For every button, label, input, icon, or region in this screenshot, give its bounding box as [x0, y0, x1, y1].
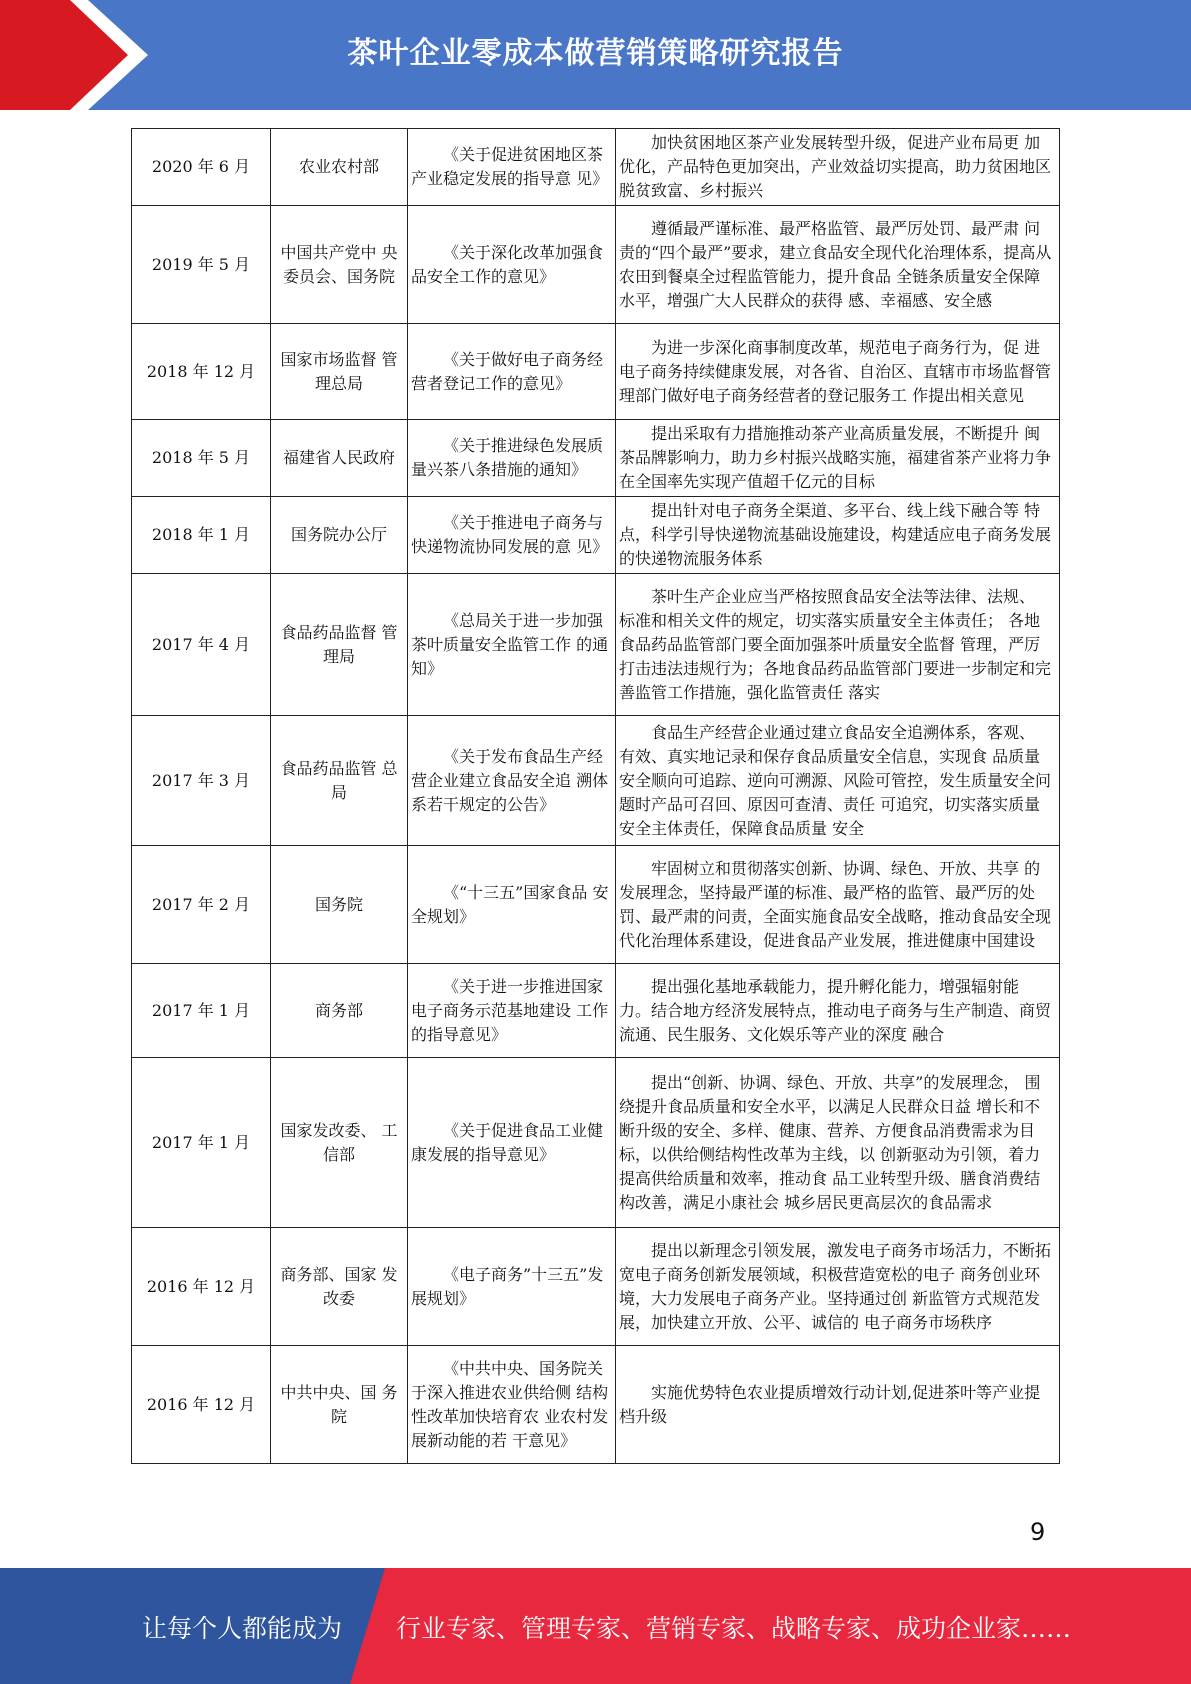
table-row — [132, 206, 1060, 324]
report-title: 茶叶企业零成本做营销策略研究报告 — [347, 36, 844, 71]
row-document: 《电子商务”十三五”发展规划》 — [408, 1228, 616, 1346]
row-content: 实施优势特色农业提质增效行动计划,促进茶叶等产业提档升级 — [616, 1346, 1060, 1464]
row-document: 《关于推进绿色发展质 量兴茶八条措施的通知》 — [408, 420, 616, 497]
row-date: 2019 年 5 月 — [132, 206, 271, 324]
row-document: 《关于做好电子商务经 营者登记工作的意见》 — [408, 324, 616, 420]
table-row — [132, 1228, 1060, 1346]
row-content: 提出采取有力措施推动茶产业高质量发展，不断提升 闽茶品牌影响力，助力乡村振兴战略实施，福建省茶产业将力争在全国率先实现产值超千亿元的目标 — [616, 420, 1060, 497]
page-number: 9 — [1030, 1518, 1046, 1546]
row-issuer: 商务部 — [271, 964, 408, 1058]
row-content: 提出强化基地承载能力，提升孵化能力，增强辐射能 力。结合地方经济发展特点，推动电子商务与生产制造、商贸流通、民生服务、文化娱乐等产业的深度 融合 — [616, 964, 1060, 1058]
row-document: 《关于推进电子商务与 快递物流协同发展的意 见》 — [408, 497, 616, 574]
row-document: 《关于发布食品生产经 营企业建立食品安全追 溯体系若干规定的公告》 — [408, 716, 616, 846]
row-issuer: 中国共产党中 央委员会、国务院 — [271, 206, 408, 324]
row-content: 提出针对电子商务全渠道、多平台、线上线下融合等 特点，科学引导快递物流基础设施建设，构建适应电子商务发展的快递物流服务体系 — [616, 497, 1060, 574]
row-date: 2017 年 4 月 — [132, 574, 271, 716]
table-row — [132, 1346, 1060, 1464]
footer-slogan-left: 让每个人都能成为 — [142, 1614, 343, 1643]
row-issuer: 食品药品监督 管理局 — [271, 574, 408, 716]
table-row — [132, 574, 1060, 716]
row-issuer: 食品药品监管 总局 — [271, 716, 408, 846]
row-issuer: 国家发改委、 工信部 — [271, 1058, 408, 1228]
policy-table-body — [132, 129, 1060, 1464]
row-document: 《关于进一步推进国家 电子商务示范基地建设 工作的指导意见》 — [408, 964, 616, 1058]
row-document: 《总局关于进一步加强 茶叶质量安全监管工作 的通知》 — [408, 574, 616, 716]
row-content: 为进一步深化商事制度改革，规范电子商务行为，促 进电子商务持续健康发展，对各省、自治区、直辖市市场监督管理部门做好电子商务经营者的登记服务工 作提出相关意见 — [616, 324, 1060, 420]
row-content: 食品生产经营企业通过建立食品安全追溯体系，客观、 有效、真实地记录和保存食品质量安全信息，实现食 品质量安全顺向可追踪、逆向可溯源、风险可管控，发生质量安全问题时产品可召回、原因可查清、责任 可追究，切实落实质量安全主体责任，保障食品质量 安全 — [616, 716, 1060, 846]
table-row — [132, 420, 1060, 497]
row-content: 牢固树立和贯彻落实创新、协调、绿色、开放、共享 的发展理念，坚持最严谨的标准、最严格的监管、最严厉的处罚、最严肃的问责，全面实施食品安全战略，推动食品安全现代化治理体系建设，促进食品产业发展，推进健康中国建设 — [616, 846, 1060, 964]
row-document: 《“十三五”国家食品 安全规划》 — [408, 846, 616, 964]
row-date: 2018 年 12 月 — [132, 324, 271, 420]
table-row — [132, 497, 1060, 574]
row-content: 提出以新理念引领发展，激发电子商务市场活力，不断拓宽电子商务创新发展领域，积极营造宽松的电子 商务创业环境，大力发展电子商务产业。坚持通过创 新监管方式规范发展，加快建立开放、公平、诚信的 电子商务市场秩序 — [616, 1228, 1060, 1346]
table-row — [132, 324, 1060, 420]
row-date: 2018 年 5 月 — [132, 420, 271, 497]
row-issuer: 商务部、国家 发改委 — [271, 1228, 408, 1346]
row-document: 《中共中央、国务院关 于深入推进农业供给侧 结构性改革加快培育农 业农村发展新动能的若 干意见》 — [408, 1346, 616, 1464]
page-footer — [0, 1568, 1191, 1684]
row-document: 《关于深化改革加强食 品安全工作的意见》 — [408, 206, 616, 324]
row-issuer: 福建省人民政府 — [271, 420, 408, 497]
table-row — [132, 129, 1060, 206]
row-content: 茶叶生产企业应当严格按照食品安全法等法律、法规、 标准和相关文件的规定，切实落实质量安全主体责任； 各地食品药品监管部门要全面加强茶叶质量安全监督 管理，严厉打击违法违规行为；各地食品药品监管部门要进一步制定和完善监管工作措施，强化监管责任 落实 — [616, 574, 1060, 716]
table-row — [132, 964, 1060, 1058]
table-row — [132, 716, 1060, 846]
row-issuer: 中共中央、国 务院 — [271, 1346, 408, 1464]
row-issuer: 国家市场监督 管理总局 — [271, 324, 408, 420]
row-issuer: 国务院 — [271, 846, 408, 964]
row-date: 2017 年 3 月 — [132, 716, 271, 846]
row-document: 《关于促进贫困地区茶 产业稳定发展的指导意 见》 — [408, 129, 616, 206]
row-date: 2017 年 1 月 — [132, 1058, 271, 1228]
row-content: 遵循最严谨标准、最严格监管、最严厉处罚、最严肃 问责的“四个最严”要求，建立食品安全现代化治理体系，提高从农田到餐桌全过程监管能力，提升食品 全链条质量安全保障水平，增强广大人民群众的获得 感、幸福感、安全感 — [616, 206, 1060, 324]
page-header — [0, 0, 1191, 110]
row-date: 2016 年 12 月 — [132, 1228, 271, 1346]
row-date: 2020 年 6 月 — [132, 129, 271, 206]
table-row — [132, 1058, 1060, 1228]
row-issuer: 农业农村部 — [271, 129, 408, 206]
row-content: 提出“创新、协调、绿色、开放、共享”的发展理念， 围绕提升食品质量和安全水平，以满足人民群众日益 增长和不断升级的安全、多样、健康、营养、方便食品消费需求为目标，以供给侧结构性改革为主线，以 创新驱动为引领，着力提高供给质量和效率，推动食 品工业转型升级、膳食消费结构改善，满足小康社会 城乡居民更高层次的食品需求 — [616, 1058, 1060, 1228]
footer-slogan-right: 行业专家、管理专家、营销专家、战略专家、成功企业家…… — [396, 1614, 1072, 1643]
row-date: 2016 年 12 月 — [132, 1346, 271, 1464]
row-document: 《关于促进食品工业健 康发展的指导意见》 — [408, 1058, 616, 1228]
row-date: 2018 年 1 月 — [132, 497, 271, 574]
table-row — [132, 846, 1060, 964]
row-content: 加快贫困地区茶产业发展转型升级，促进产业布局更 加优化，产品特色更加突出，产业效益切实提高，助力贫困地区脱贫致富、乡村振兴 — [616, 129, 1060, 206]
row-date: 2017 年 1 月 — [132, 964, 271, 1058]
row-date: 2017 年 2 月 — [132, 846, 271, 964]
row-issuer: 国务院办公厅 — [271, 497, 408, 574]
policy-table — [131, 128, 1060, 1464]
